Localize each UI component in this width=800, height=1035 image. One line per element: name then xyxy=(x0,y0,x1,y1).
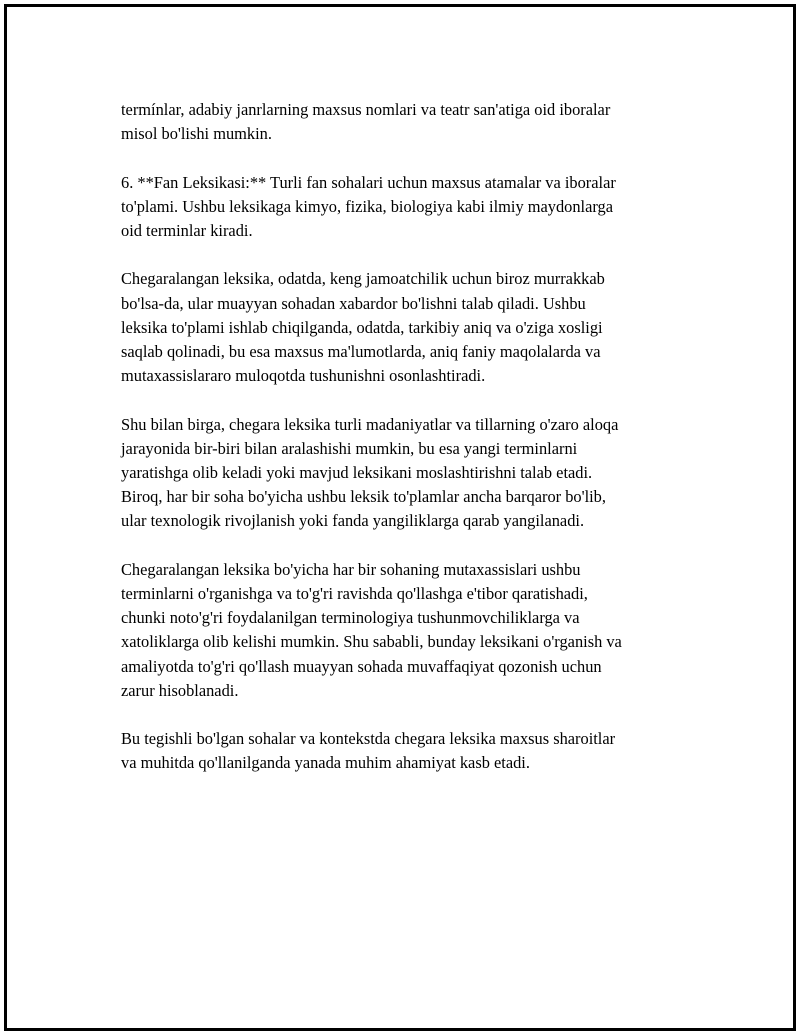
text-line: xatoliklarga olib kelishi mumkin. Shu sababli, bunday leksikani o'rganish va xyxy=(121,632,622,652)
text-line: bo'lsa-da, ular muayyan sohadan xabardor bo'lishni talab qiladi. Ushbu xyxy=(121,293,586,313)
paragraph-mutaxassislar xyxy=(121,558,693,703)
paragraph-conclusion xyxy=(121,727,693,775)
text-line: oid terminlar kiradi. xyxy=(121,221,253,240)
text-line: terminlarni o'rganishga va to'g'ri ravishda qo'llashga e'tibor qaratishadi, xyxy=(121,584,588,603)
document-body xyxy=(121,98,693,800)
paragraph-fan-leksikasi xyxy=(121,171,693,244)
text-line: saqlab qolinadi, bu esa maxsus ma'lumotlarda, aniq faniy maqolalarda va xyxy=(121,342,601,361)
text-line: yaratishga olib keladi yoki mavjud leksikani moslashtirishni talab etadi. xyxy=(121,463,593,482)
text-line: amaliyotda to'g'ri qo'llash muayyan sohada muvaffaqiyat qozonish uchun xyxy=(121,656,602,676)
text-line: Chegaralangan leksika, odatda, keng jamoatchilik uchun biroz murrakkab xyxy=(121,269,605,289)
text-line: termínlar, adabiy janrlarning maxsus nomlari va teatr san'atiga oid iboralar xyxy=(121,100,611,119)
text-line: misol bo'lishi mumkin. xyxy=(121,124,272,144)
text-line: zarur hisoblanadi. xyxy=(121,680,239,700)
page-frame xyxy=(4,4,796,1031)
text-line: Bu tegishli bo'lgan sohalar va kontekstda chegara leksika maxsus sharoitlar xyxy=(121,729,616,749)
text-line: Biroq, har bir soha bo'yicha ushbu leksik to'plamlar ancha barqaror bo'lib, xyxy=(121,487,606,507)
text-line: mutaxassislararo muloqotda tushunishni osonlashtiradi. xyxy=(121,366,486,386)
text-line: jarayonida bir-biri bilan aralashishi mumkin, bu esa yangi terminlarni xyxy=(121,438,578,458)
text-line: va muhitda qo'llanilganda yanada muhim ahamiyat kasb etadi. xyxy=(121,753,530,773)
text-line: chunki noto'g'ri foydalanilgan terminologiya tushunmovchiliklarga va xyxy=(121,608,580,628)
text-line: Shu bilan birga, chegara leksika turli madaniyatlar va tillarning o'zaro aloqa xyxy=(121,414,619,434)
text-line: leksika to'plami ishlab chiqilganda, odatda, tarkibiy aniq va o'ziga xosligi xyxy=(121,317,603,337)
paragraph-chegaralangan-leksika xyxy=(121,267,693,388)
paragraph-shu-bilan-birga xyxy=(121,413,693,534)
paragraph-continuation xyxy=(121,98,693,146)
text-line: Chegaralangan leksika bo'yicha har bir sohaning mutaxassislari ushbu xyxy=(121,559,581,579)
text-line: to'plami. Ushbu leksikaga kimyo, fizika, biologiya kabi ilmiy maydonlarga xyxy=(121,196,614,216)
text-line: 6. **Fan Leksikasi:** Turli fan sohalari uchun maxsus atamalar va iboralar xyxy=(121,172,616,192)
text-line: ular texnologik rivojlanish yoki fanda yangiliklarga qarab yangilanadi. xyxy=(121,511,585,531)
